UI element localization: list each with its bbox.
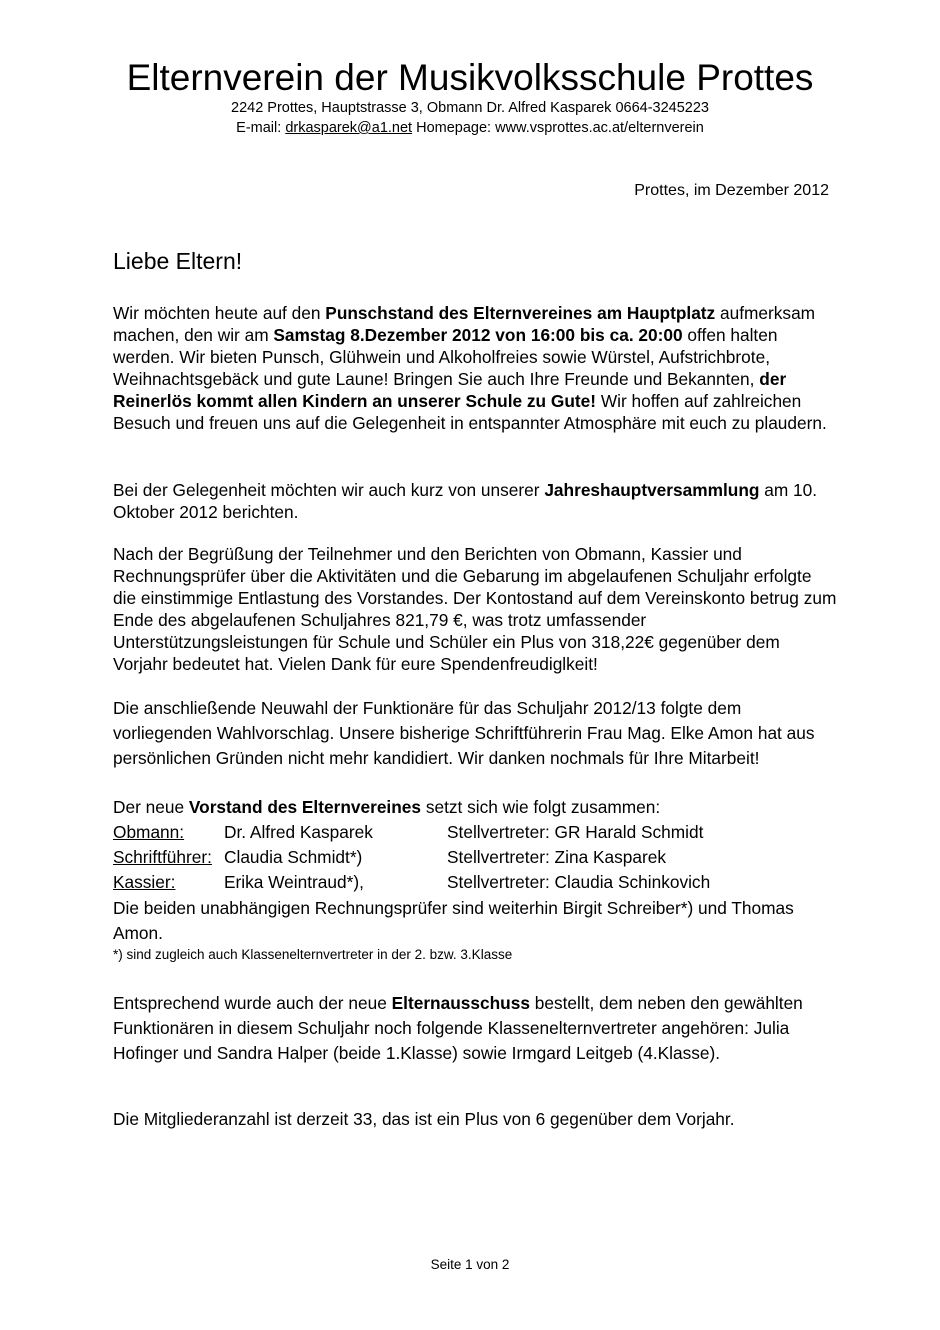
page-number: Seite 1 von 2 — [430, 1257, 510, 1272]
text: Der neue — [113, 797, 189, 817]
board-name: Erika Weintraud*), — [224, 872, 364, 892]
greeting: Liebe Eltern! — [113, 248, 243, 274]
board-name: Claudia Schmidt*) — [224, 847, 363, 867]
text: bestellt, dem neben den gewählten Funktionären in diesem Schuljahr noch folgende Klassenelternvertreter angehören: Julia Hofinger und Sandra Halper (beide 1.Klasse) sowie Irmgard Leitgeb (4.Klasse). — [113, 993, 803, 1063]
board-deputy: Stellvertreter: Claudia Schinkovich — [447, 872, 711, 892]
letterhead-address: 2242 Prottes, Hauptstrasse 3, Obmann Dr. Alfred Kasparek 0664-3245223 — [231, 100, 709, 116]
vorstand-intro — [113, 796, 838, 818]
footnote: *) sind zugleich auch Klassenelternvertreter in der 2. bzw. 3.Klasse — [113, 947, 513, 962]
text: Bei der Gelegenheit möchten wir auch kurz von unserer — [113, 480, 545, 500]
paragraph-report: Nach der Begrüßung der Teilnehmer und den Berichten von Obmann, Kassier und Rechnungsprüfer über die Aktivitäten und die Gebarung im abgelaufenen Schuljahr erfolgte die einstimmige Entlastung des Vorstandes. Der Kontostand auf dem Vereinskonto betrug zum Ende des abgelaufenen Schuljahres 821,79 €, was trotz umfassender Unterstützungsleistungen für Schule und Schüler ein Plus von 318,22€ gegenüber dem Vorjahr bedeutet hat. Vielen Dank für eure Spendenfreudiglkeit! — [113, 544, 837, 674]
text: am 10. Oktober 2012 berichten. — [113, 480, 818, 522]
board-deputy: Stellvertreter: GR Harald Schmidt — [447, 822, 704, 842]
text: offen halten werden. Wir bieten Punsch, Glühwein und Alkoholfreies sowie Würstel, Aufstrichbrote, Weihnachtsgebäck und gute Laune! Bringen Sie auch Ihre Freunde und Bekannten, — [113, 325, 778, 389]
text: Wir möchten heute auf den — [113, 303, 326, 323]
email-link[interactable]: drkasparek@a1.net — [285, 120, 413, 136]
bold-text: Samstag 8.Dezember 2012 von 16:00 bis ca. 20:00 — [273, 325, 683, 345]
homepage-text: Homepage: www.vsprottes.ac.at/elternverein — [412, 120, 704, 136]
paragraph-neuwahl: Die anschließende Neuwahl der Funktionäre für das Schuljahr 2012/13 folgte dem vorliegenden Wahlvorschlag. Unsere bisherige Schriftführerin Frau Mag. Elke Amon hat aus persönlichen Gründen nicht mehr kandidiert. Wir danken nochmals für Ihre Mitarbeit! — [113, 698, 815, 768]
letterhead-title: Elternverein der Musikvolksschule Prottes — [126, 57, 814, 98]
email-label: E-mail: — [236, 120, 286, 136]
bold-text: der Reinerlös kommt allen Kindern an unserer Schule zu Gute! — [113, 369, 787, 411]
date-line: Prottes, im Dezember 2012 — [634, 182, 829, 199]
bold-text: Punschstand des Elternvereines am Hauptplatz — [325, 303, 716, 323]
paragraph-punschstand — [113, 302, 838, 434]
text: Entsprechend wurde auch der neue — [113, 993, 392, 1013]
board-role: Kassier: — [113, 872, 176, 892]
bold-text: Elternausschuss — [391, 993, 530, 1013]
board-deputy: Stellvertreter: Zina Kasparek — [447, 847, 666, 867]
paragraph-mitglieder: Die Mitgliederanzahl ist derzeit 33, das ist ein Plus von 6 gegenüber dem Vorjahr. — [113, 1109, 735, 1129]
letterhead-contact — [0, 119, 940, 137]
paragraph-elternausschuss — [113, 991, 838, 1066]
bold-text: Jahreshauptversammlung — [544, 480, 760, 500]
board-name: Dr. Alfred Kasparek — [224, 822, 373, 842]
text: aufmerksam machen, den wir am — [113, 303, 816, 345]
paragraph-jahreshauptversammlung — [113, 479, 838, 523]
text: Wir hoffen auf zahlreichen Besuch und freuen uns auf die Gelegenheit in entspannter Atmosphäre mit euch zu plaudern. — [113, 391, 827, 433]
paragraph-rechnungspruefer: Die beiden unabhängigen Rechnungsprüfer sind weiterhin Birgit Schreiber*) und Thomas Amon. — [113, 898, 794, 943]
board-role: Schriftführer: — [113, 847, 212, 867]
board-role: Obmann: — [113, 822, 185, 842]
bold-text: Vorstand des Elternvereines — [188, 797, 422, 817]
text: setzt sich wie folgt zusammen: — [421, 797, 661, 817]
